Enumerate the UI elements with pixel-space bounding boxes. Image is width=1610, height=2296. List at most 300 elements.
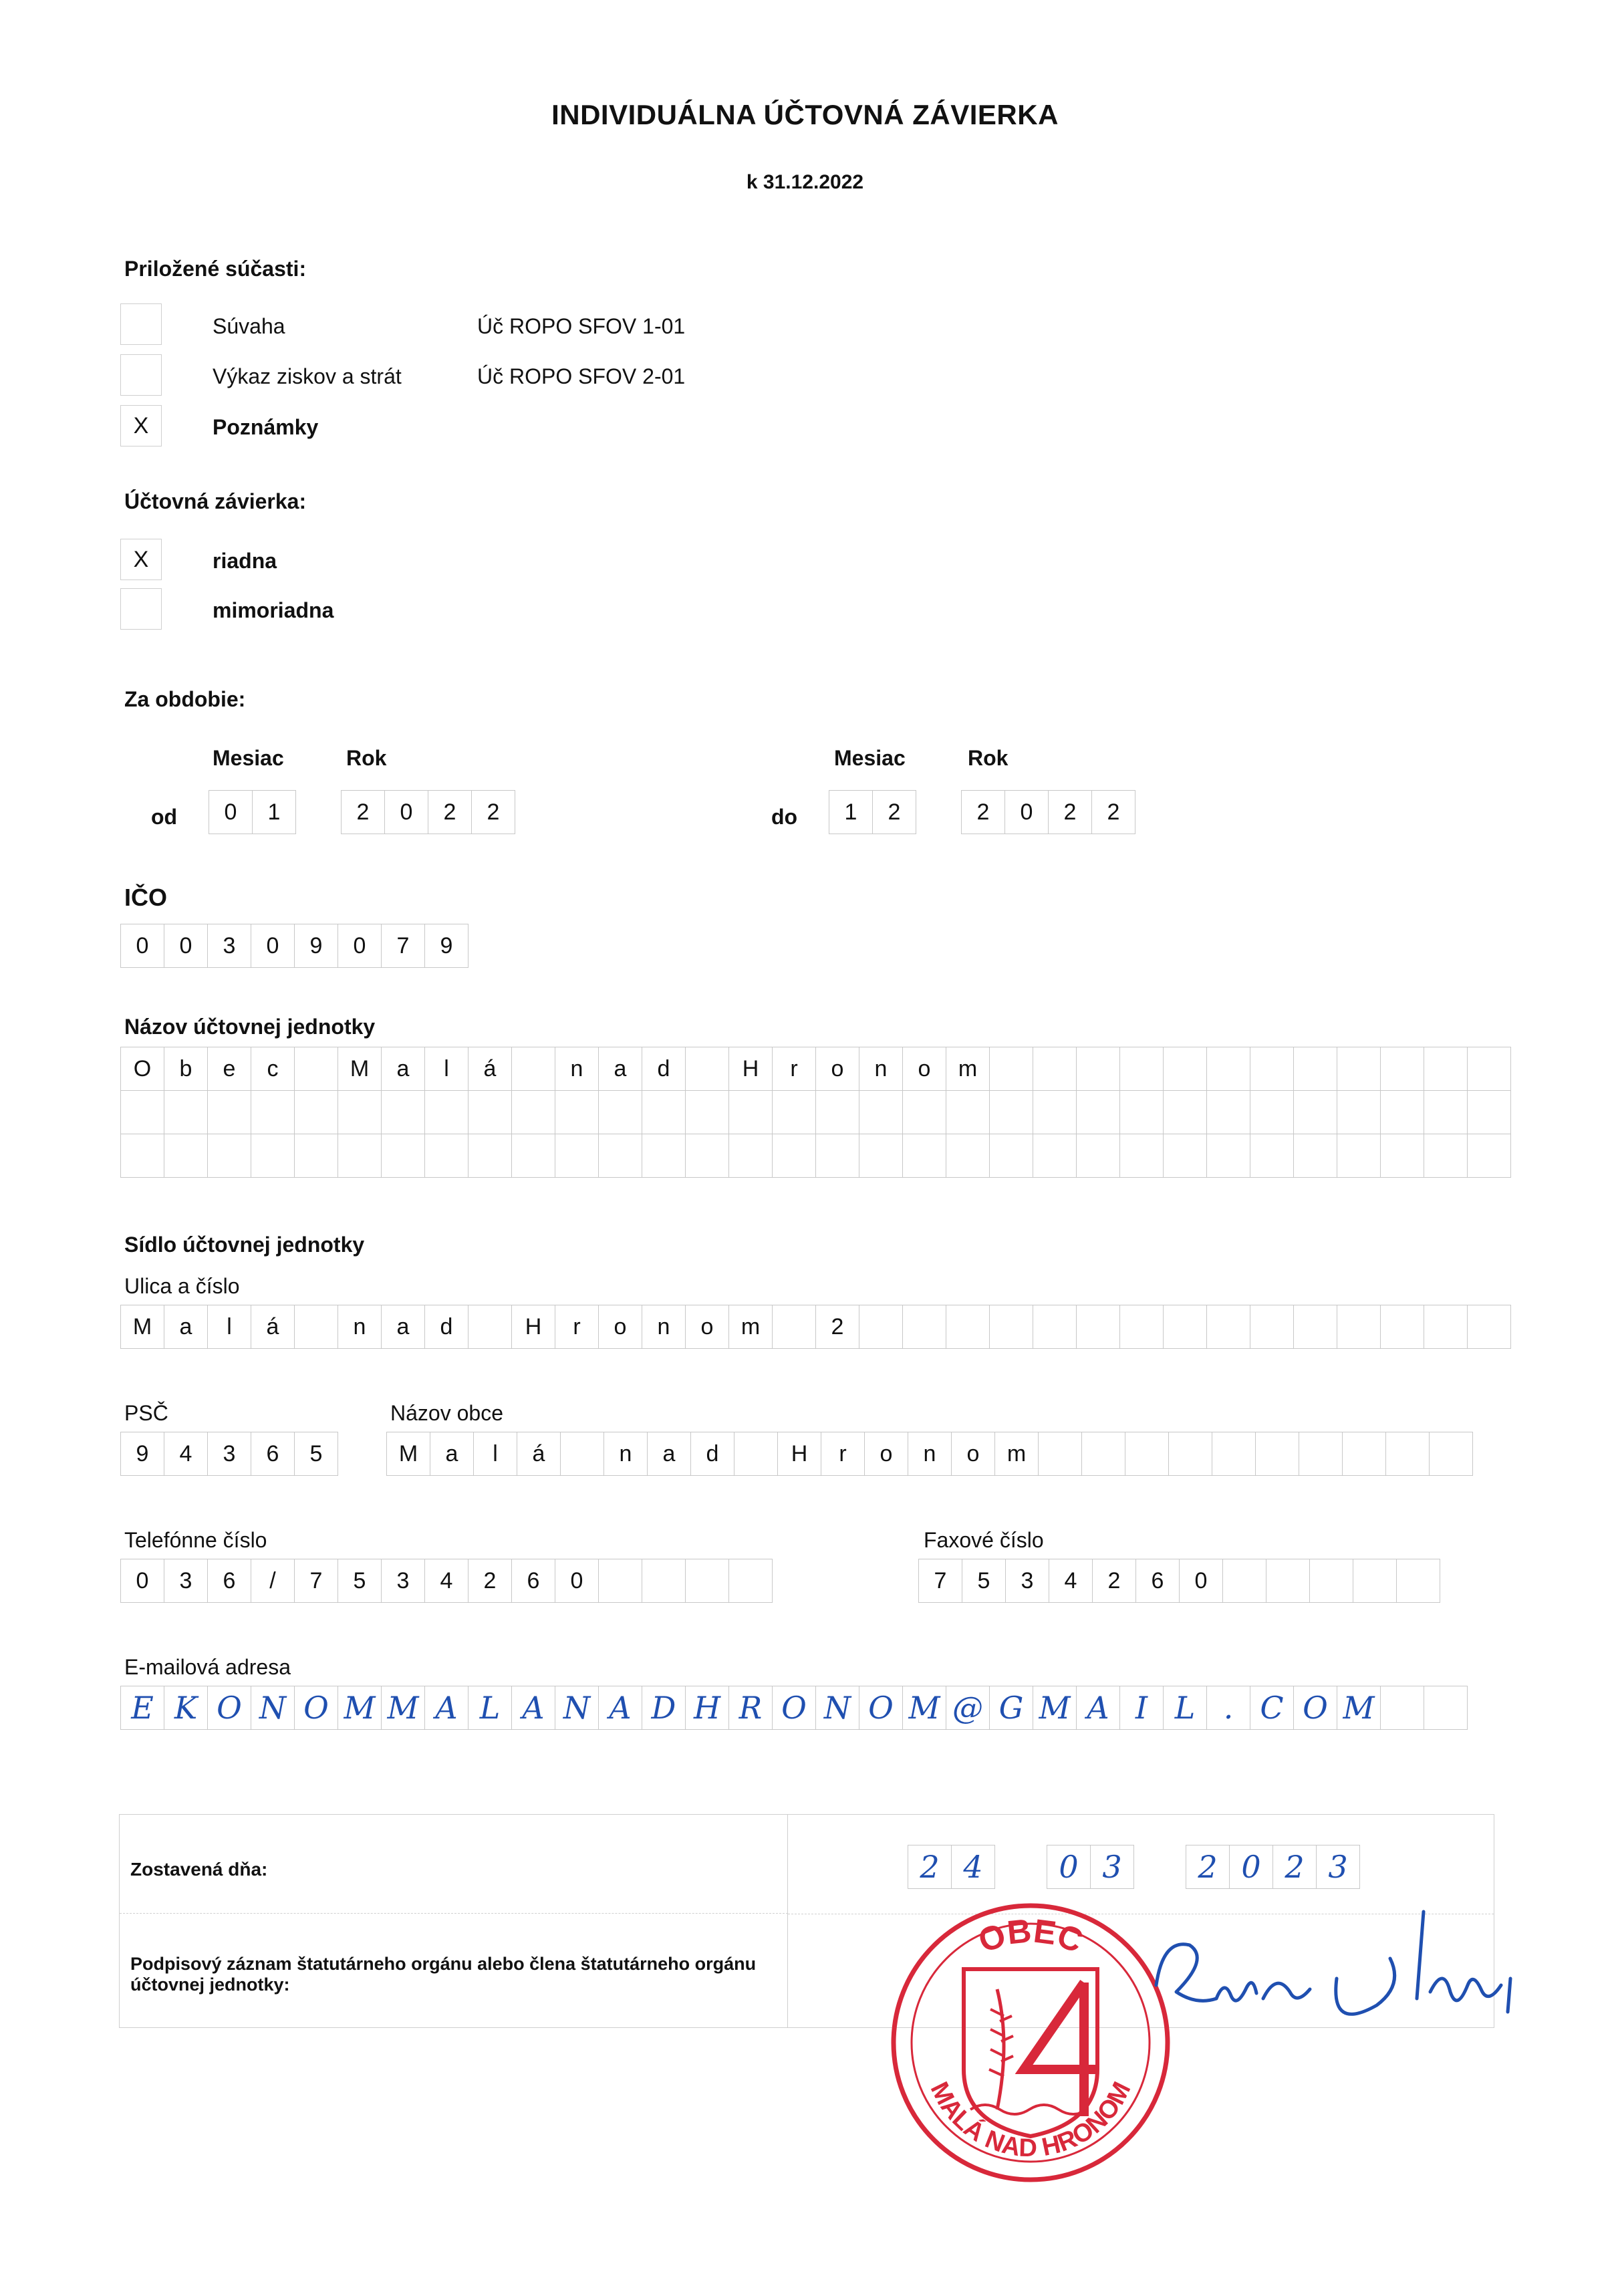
char-cell: [1380, 1686, 1424, 1730]
char-cell: a: [430, 1432, 474, 1476]
svg-text:OBEC: [974, 1912, 1088, 1960]
char-cell: G: [989, 1686, 1033, 1730]
from-month-label: Mesiac: [213, 746, 284, 770]
char-cell: l: [424, 1047, 468, 1091]
street-field[interactable]: [120, 1305, 1511, 1349]
char-cell: [1033, 1047, 1077, 1091]
char-cell: E: [120, 1686, 164, 1730]
document-date: k 31.12.2022: [746, 171, 864, 193]
char-cell: [598, 1559, 642, 1603]
digit-cell: 0: [1229, 1845, 1273, 1889]
char-cell: [1396, 1559, 1440, 1603]
char-cell: 0: [120, 924, 164, 968]
char-cell: [1337, 1047, 1381, 1091]
svg-text:MALÁ NAD HRONOM: [925, 2077, 1137, 2162]
char-cell: [1038, 1432, 1082, 1476]
char-cell: [1206, 1134, 1250, 1178]
char-cell: M: [381, 1686, 425, 1730]
char-cell: [555, 1134, 599, 1178]
char-cell: [338, 1090, 382, 1134]
char-cell: [1380, 1090, 1424, 1134]
char-cell: M: [120, 1305, 164, 1349]
to-year-label: Rok: [968, 746, 1009, 770]
char-cell: [728, 1559, 773, 1603]
char-cell: H: [777, 1432, 821, 1476]
char-cell: c: [251, 1047, 295, 1091]
char-cell: [1293, 1305, 1337, 1349]
char-cell: [1424, 1047, 1468, 1091]
char-cell: K: [164, 1686, 208, 1730]
char-cell: C: [1250, 1686, 1294, 1730]
checkbox-poznamky[interactable]: X: [120, 405, 162, 447]
to-label: do: [771, 805, 798, 829]
digit-cell: 2: [1048, 790, 1092, 834]
digit-cell: 2: [872, 790, 916, 834]
char-cell: [989, 1090, 1033, 1134]
char-cell: O: [294, 1686, 338, 1730]
char-cell: N: [251, 1686, 295, 1730]
char-cell: [1353, 1559, 1397, 1603]
char-cell: O: [120, 1047, 164, 1091]
char-cell: n: [859, 1047, 903, 1091]
char-cell: 0: [555, 1559, 599, 1603]
char-cell: @: [946, 1686, 990, 1730]
char-cell: [685, 1047, 729, 1091]
digit-cell: 1: [829, 790, 873, 834]
char-cell: [294, 1134, 338, 1178]
char-cell: a: [598, 1047, 642, 1091]
char-cell: a: [647, 1432, 691, 1476]
char-cell: [1299, 1432, 1343, 1476]
char-cell: 5: [338, 1559, 382, 1603]
char-cell: [1168, 1432, 1212, 1476]
from-year-label: Rok: [346, 746, 387, 770]
char-cell: A: [511, 1686, 555, 1730]
record-cell: [120, 1914, 788, 2027]
to-year-field[interactable]: [961, 790, 1135, 834]
checkbox-vykaz[interactable]: [120, 354, 162, 396]
digit-cell: 2: [471, 790, 515, 834]
char-cell: H: [728, 1047, 773, 1091]
char-cell: m: [728, 1305, 773, 1349]
char-cell: a: [164, 1305, 208, 1349]
char-cell: [1467, 1090, 1511, 1134]
to-month-label: Mesiac: [834, 746, 906, 770]
code-suvaha: Úč ROPO SFOV 1-01: [477, 314, 686, 338]
char-cell: [251, 1090, 295, 1134]
char-cell: [511, 1047, 555, 1091]
char-cell: 0: [1179, 1559, 1223, 1603]
unit-name-row: [120, 1090, 1511, 1134]
char-cell: [1424, 1305, 1468, 1349]
char-cell: o: [685, 1305, 729, 1349]
closing-heading: Účtovná závierka:: [124, 489, 307, 513]
char-cell: [120, 1090, 164, 1134]
char-cell: [251, 1134, 295, 1178]
attachments-heading: Priložené súčasti:: [124, 257, 307, 281]
char-cell: [598, 1090, 642, 1134]
char-cell: [1424, 1686, 1468, 1730]
digit-cell: 3: [1090, 1845, 1134, 1889]
char-cell: n: [908, 1432, 952, 1476]
char-cell: 2: [815, 1305, 859, 1349]
char-cell: [424, 1090, 468, 1134]
char-cell: [1163, 1047, 1207, 1091]
digit-cell: 2: [1091, 790, 1135, 834]
char-cell: [1076, 1090, 1120, 1134]
char-cell: [1342, 1432, 1386, 1476]
char-cell: I: [1119, 1686, 1164, 1730]
char-cell: [120, 1134, 164, 1178]
label-mimoriadna: mimoriadna: [213, 598, 334, 622]
char-cell: M: [338, 1047, 382, 1091]
char-cell: 7: [918, 1559, 962, 1603]
to-month-field[interactable]: [829, 790, 916, 834]
char-cell: [1076, 1305, 1120, 1349]
char-cell: [164, 1090, 208, 1134]
digit-cell: 0: [1004, 790, 1049, 834]
checkbox-mimoriadna[interactable]: [120, 588, 162, 630]
char-cell: 9: [424, 924, 468, 968]
char-cell: o: [902, 1047, 946, 1091]
ico-label: IČO: [124, 884, 168, 911]
char-cell: [1337, 1090, 1381, 1134]
ico-field[interactable]: [120, 924, 468, 968]
char-cell: [685, 1134, 729, 1178]
compiled-label: Zostavená dňa:: [130, 1859, 268, 1880]
char-cell: [642, 1559, 686, 1603]
char-cell: n: [555, 1047, 599, 1091]
char-cell: [1255, 1432, 1299, 1476]
char-cell: 7: [381, 924, 425, 968]
char-cell: [1076, 1134, 1120, 1178]
digit-cell: 2: [908, 1845, 952, 1889]
char-cell: e: [207, 1047, 251, 1091]
char-cell: [1250, 1134, 1294, 1178]
char-cell: [1424, 1090, 1468, 1134]
char-cell: 9: [294, 924, 338, 968]
digit-cell: 3: [1316, 1845, 1360, 1889]
street-label: Ulica a číslo: [124, 1274, 240, 1298]
char-cell: [294, 1090, 338, 1134]
char-cell: [1380, 1305, 1424, 1349]
char-cell: M: [902, 1686, 946, 1730]
fax-label: Faxové číslo: [924, 1528, 1044, 1552]
char-cell: [511, 1090, 555, 1134]
char-cell: L: [1163, 1686, 1207, 1730]
char-cell: l: [207, 1305, 251, 1349]
char-cell: 0: [164, 924, 208, 968]
char-cell: [424, 1134, 468, 1178]
char-cell: [1119, 1305, 1164, 1349]
stamp-bottom-text: MALÁ NAD HRONOM: [924, 2077, 1137, 2163]
char-cell: [772, 1134, 816, 1178]
char-cell: M: [1033, 1686, 1077, 1730]
char-cell: [1309, 1559, 1353, 1603]
char-cell: [1467, 1134, 1511, 1178]
char-cell: .: [1206, 1686, 1250, 1730]
char-cell: [1337, 1305, 1381, 1349]
char-cell: á: [517, 1432, 561, 1476]
char-cell: 4: [424, 1559, 468, 1603]
char-cell: [1266, 1559, 1310, 1603]
digit-cell: 2: [1272, 1845, 1317, 1889]
char-cell: l: [473, 1432, 517, 1476]
char-cell: [1293, 1047, 1337, 1091]
char-cell: n: [603, 1432, 648, 1476]
char-cell: [598, 1134, 642, 1178]
phone-field[interactable]: [120, 1559, 773, 1603]
compiled-day-field[interactable]: [908, 1845, 995, 1889]
char-cell: [859, 1090, 903, 1134]
char-cell: A: [1076, 1686, 1120, 1730]
char-cell: o: [815, 1047, 859, 1091]
label-poznamky: Poznámky: [213, 415, 319, 439]
char-cell: 0: [251, 924, 295, 968]
char-cell: [468, 1090, 512, 1134]
char-cell: r: [555, 1305, 599, 1349]
char-cell: [946, 1134, 990, 1178]
unit-name-field[interactable]: [120, 1047, 1511, 1178]
char-cell: o: [864, 1432, 908, 1476]
digit-cell: 0: [384, 790, 428, 834]
char-cell: 3: [207, 1432, 251, 1476]
char-cell: [1467, 1047, 1511, 1091]
compiled-month-field[interactable]: [1047, 1845, 1134, 1889]
char-cell: r: [772, 1047, 816, 1091]
char-cell: D: [642, 1686, 686, 1730]
char-cell: R: [728, 1686, 773, 1730]
char-cell: 6: [511, 1559, 555, 1603]
char-cell: [734, 1432, 778, 1476]
char-cell: 3: [1005, 1559, 1049, 1603]
char-cell: [1206, 1305, 1250, 1349]
char-cell: [468, 1305, 512, 1349]
char-cell: [381, 1134, 425, 1178]
label-suvaha: Súvaha: [213, 314, 285, 338]
label-riadna: riadna: [213, 549, 277, 573]
char-cell: A: [598, 1686, 642, 1730]
char-cell: O: [859, 1686, 903, 1730]
char-cell: d: [642, 1047, 686, 1091]
phone-label: Telefónne číslo: [124, 1528, 267, 1552]
char-cell: 0: [120, 1559, 164, 1603]
char-cell: [1081, 1432, 1125, 1476]
char-cell: M: [338, 1686, 382, 1730]
char-cell: 3: [164, 1559, 208, 1603]
char-cell: [902, 1090, 946, 1134]
char-cell: [902, 1134, 946, 1178]
from-month-field[interactable]: [209, 790, 296, 834]
char-cell: [1250, 1047, 1294, 1091]
char-cell: [1125, 1432, 1169, 1476]
char-cell: [1222, 1559, 1266, 1603]
digit-cell: 4: [951, 1845, 995, 1889]
from-label: od: [151, 805, 178, 829]
char-cell: [511, 1134, 555, 1178]
char-cell: [772, 1090, 816, 1134]
char-cell: [1212, 1432, 1256, 1476]
char-cell: a: [381, 1305, 425, 1349]
char-cell: [989, 1047, 1033, 1091]
char-cell: [555, 1090, 599, 1134]
compiled-cell: [120, 1815, 788, 1914]
char-cell: 9: [120, 1432, 164, 1476]
unit-name-row: [120, 1047, 1511, 1091]
char-cell: [728, 1134, 773, 1178]
char-cell: á: [468, 1047, 512, 1091]
char-cell: á: [251, 1305, 295, 1349]
char-cell: [946, 1305, 990, 1349]
char-cell: 3: [207, 924, 251, 968]
from-year-field[interactable]: [341, 790, 515, 834]
char-cell: 4: [164, 1432, 208, 1476]
char-cell: m: [994, 1432, 1039, 1476]
char-cell: 6: [1135, 1559, 1180, 1603]
char-cell: [1033, 1090, 1077, 1134]
char-cell: [642, 1090, 686, 1134]
char-cell: 7: [294, 1559, 338, 1603]
digit-cell: 0: [1047, 1845, 1091, 1889]
char-cell: [1337, 1134, 1381, 1178]
checkbox-riadna[interactable]: X: [120, 539, 162, 580]
char-cell: [728, 1090, 773, 1134]
char-cell: [560, 1432, 604, 1476]
char-cell: [1076, 1047, 1120, 1091]
unit-name-row: [120, 1134, 1511, 1178]
seat-heading: Sídlo účtovnej jednotky: [124, 1233, 365, 1257]
stamp-top-text: OBEC: [973, 1912, 1088, 1960]
digit-cell: 2: [341, 790, 385, 834]
char-cell: o: [951, 1432, 995, 1476]
char-cell: [207, 1134, 251, 1178]
official-stamp: [884, 1896, 1178, 2190]
char-cell: [338, 1134, 382, 1178]
char-cell: L: [468, 1686, 512, 1730]
char-cell: [815, 1134, 859, 1178]
char-cell: 3: [381, 1559, 425, 1603]
char-cell: [859, 1134, 903, 1178]
char-cell: 2: [468, 1559, 512, 1603]
char-cell: [772, 1305, 816, 1349]
char-cell: [1250, 1305, 1294, 1349]
char-cell: O: [772, 1686, 816, 1730]
char-cell: 5: [294, 1432, 338, 1476]
char-cell: [815, 1090, 859, 1134]
char-cell: H: [685, 1686, 729, 1730]
char-cell: M: [1337, 1686, 1381, 1730]
char-cell: [1293, 1134, 1337, 1178]
char-cell: 6: [207, 1559, 251, 1603]
char-cell: [294, 1047, 338, 1091]
char-cell: /: [251, 1559, 295, 1603]
char-cell: [1163, 1134, 1207, 1178]
char-cell: [859, 1305, 903, 1349]
email-label: E-mailová adresa: [124, 1655, 291, 1679]
char-cell: [1033, 1305, 1077, 1349]
char-cell: [1429, 1432, 1473, 1476]
handwritten-signature: [1136, 1898, 1551, 2065]
char-cell: [685, 1090, 729, 1134]
char-cell: [642, 1134, 686, 1178]
char-cell: [1424, 1134, 1468, 1178]
char-cell: O: [207, 1686, 251, 1730]
fax-field[interactable]: [918, 1559, 1440, 1603]
char-cell: d: [424, 1305, 468, 1349]
char-cell: o: [598, 1305, 642, 1349]
digit-cell: 1: [252, 790, 296, 834]
char-cell: A: [424, 1686, 468, 1730]
char-cell: [468, 1134, 512, 1178]
char-cell: [1380, 1047, 1424, 1091]
char-cell: b: [164, 1047, 208, 1091]
char-cell: d: [690, 1432, 734, 1476]
char-cell: [946, 1090, 990, 1134]
town-field[interactable]: [386, 1432, 1473, 1476]
digit-cell: 0: [209, 790, 253, 834]
char-cell: 4: [1049, 1559, 1093, 1603]
char-cell: [164, 1134, 208, 1178]
char-cell: [1293, 1090, 1337, 1134]
char-cell: [1380, 1134, 1424, 1178]
town-label: Názov obce: [390, 1401, 503, 1425]
char-cell: 5: [962, 1559, 1006, 1603]
char-cell: O: [1293, 1686, 1337, 1730]
unit-name-label: Názov účtovnej jednotky: [124, 1015, 376, 1039]
psc-label: PSČ: [124, 1401, 168, 1425]
period-heading: Za obdobie:: [124, 687, 246, 711]
digit-cell: 2: [1186, 1845, 1230, 1889]
char-cell: [1467, 1305, 1511, 1349]
char-cell: [989, 1305, 1033, 1349]
char-cell: [1206, 1090, 1250, 1134]
char-cell: 0: [338, 924, 382, 968]
char-cell: [1250, 1090, 1294, 1134]
char-cell: H: [511, 1305, 555, 1349]
char-cell: a: [381, 1047, 425, 1091]
char-cell: [207, 1090, 251, 1134]
digit-cell: 2: [428, 790, 472, 834]
char-cell: [1119, 1134, 1164, 1178]
checkbox-suvaha[interactable]: [120, 303, 162, 345]
char-cell: [1119, 1047, 1164, 1091]
char-cell: [685, 1559, 729, 1603]
psc-field[interactable]: [120, 1432, 338, 1476]
email-field[interactable]: [120, 1686, 1468, 1730]
char-cell: M: [386, 1432, 430, 1476]
compiled-year-field[interactable]: [1186, 1845, 1360, 1889]
record-label: Podpisový záznam štatutárneho orgánu alebo člena štatutárneho orgánu účtovnej jednotky:: [130, 1954, 757, 1995]
char-cell: [1206, 1047, 1250, 1091]
char-cell: 2: [1092, 1559, 1136, 1603]
char-cell: N: [555, 1686, 599, 1730]
char-cell: n: [338, 1305, 382, 1349]
document-title: INDIVIDUÁLNA ÚČTOVNÁ ZÁVIERKA: [551, 99, 1059, 130]
char-cell: [1163, 1305, 1207, 1349]
char-cell: 6: [251, 1432, 295, 1476]
char-cell: [1119, 1090, 1164, 1134]
char-cell: n: [642, 1305, 686, 1349]
label-vykaz: Výkaz ziskov a strát: [213, 364, 402, 388]
char-cell: N: [815, 1686, 859, 1730]
char-cell: [294, 1305, 338, 1349]
char-cell: [1385, 1432, 1430, 1476]
digit-cell: 2: [961, 790, 1005, 834]
char-cell: [381, 1090, 425, 1134]
char-cell: [1033, 1134, 1077, 1178]
code-vykaz: Úč ROPO SFOV 2-01: [477, 364, 686, 388]
char-cell: m: [946, 1047, 990, 1091]
